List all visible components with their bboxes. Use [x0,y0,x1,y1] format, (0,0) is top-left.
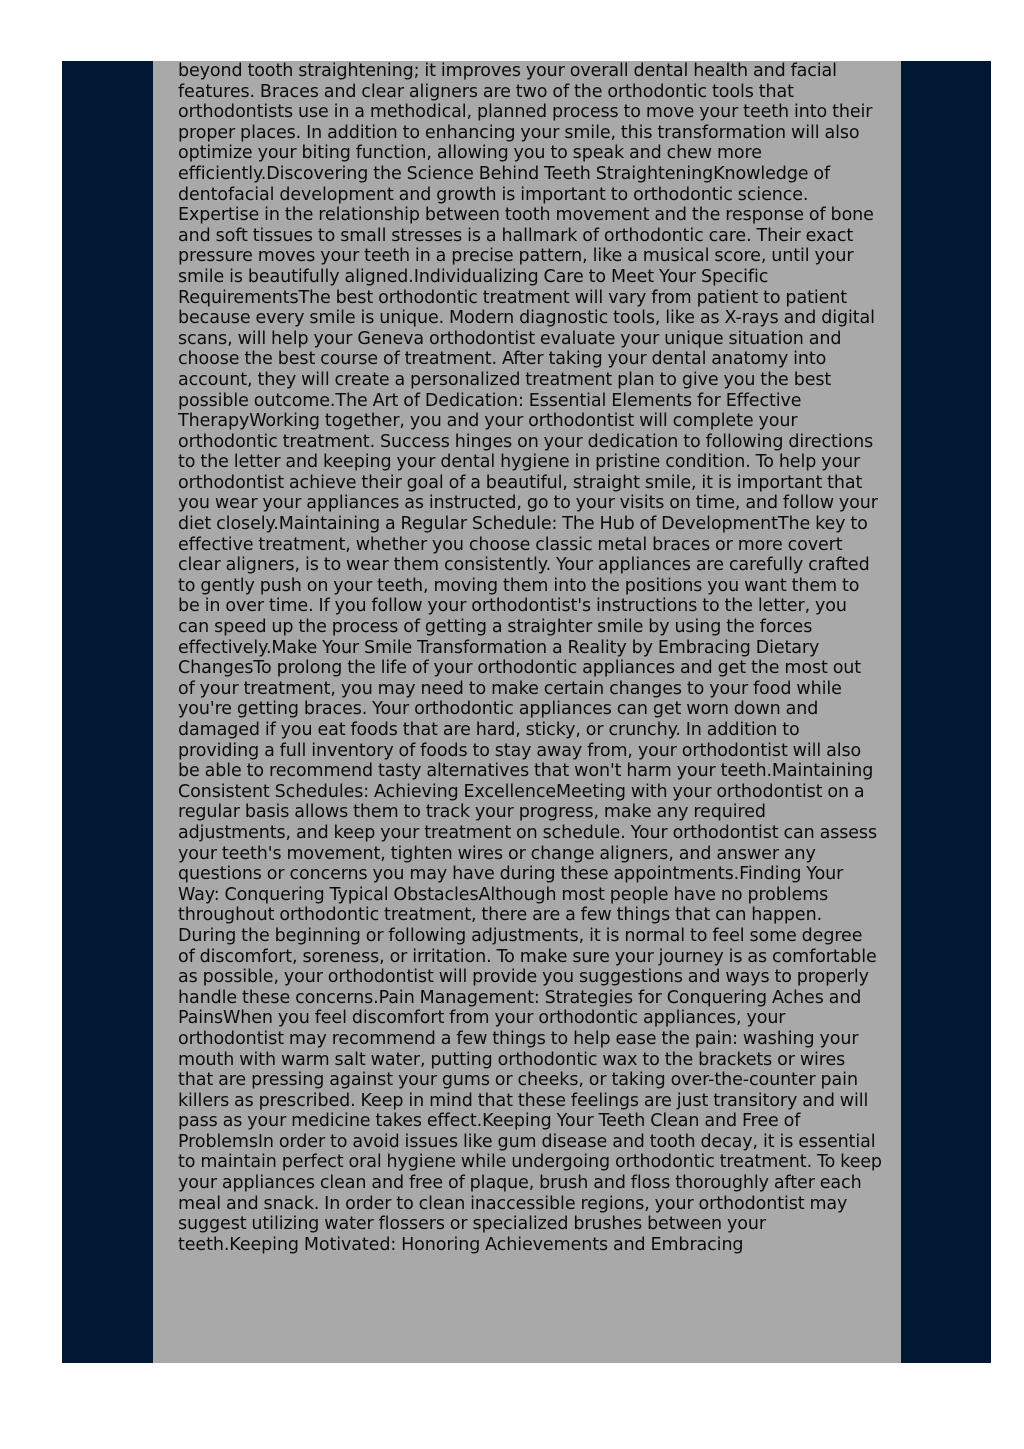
document-body-text: beyond tooth straightening; it improves your overall dental health and facial features. Braces and clear aligners are two of the orthodontic tools that orthodontists use in a methodical, planned process to move your teeth into their proper places. In addition to enhancing your smile, this transformation will also optimize your biting function, allowing you to speak and chew more efficiently.Discovering the Science Behind Teeth StraighteningKnowledge of dentofacial development and growth is important to orthodontic science. Expertise in the relationship between tooth movement and the response of bone and soft tissues to small stresses is a hallmark of orthodontic care. Their exact pressure moves your teeth in a precise pattern, like a musical score, until your smile is beautifully aligned.Individualizing Care to Meet Your Specific RequirementsThe best orthodontic treatment will vary from patient to patient because every smile is unique. Modern diagnostic tools, like as X-rays and digital scans, will help your Geneva orthodontist evaluate your unique situation and choose the best course of treatment. After taking your dental anatomy into account, they will create a personalized treatment plan to give you the best possible outcome.The Art of Dedication: Essential Elements for Effective TherapyWorking together, you and your orthodontist will complete your orthodontic treatment. Success hinges on your dedication to following directions to the letter and keeping your dental hygiene in pristine condition. To help your orthodontist achieve their goal of a beautiful, straight smile, it is important that you wear your appliances as instructed, go to your visits on time, and follow your diet closely.Maintaining a Regular Schedule: The Hub of DevelopmentThe key to effective treatment, whether you choose classic metal braces or more covert clear aligners, is to wear them consistently. Your appliances are carefully crafted to gently push on your teeth, moving them into the positions you want them to be in over time. If you follow your orthodontist's instructions to the letter, you can speed up the process of getting a straighter smile by using the forces effectively.Make Your Smile Transformation a Reality by Embracing Dietary ChangesTo prolong the life of your orthodontic appliances and get the most out of your treatment, you may need to make certain changes to your food while you're getting braces. Your orthodontic appliances can get worn down and damaged if you eat foods that are hard, sticky, or crunchy. In addition to providing a full inventory of foods to stay away from, your orthodontist will also be able to recommend tasty alternatives that won't harm your teeth.Maintaining Consistent Schedules: Achieving ExcellenceMeeting with your orthodontist on a regular basis allows them to track your progress, make any required adjustments, and keep your treatment on schedule. Your orthodontist can assess your teeth's movement, tighten wires or change aligners, and answer any questions or concerns you may have during these appointments.Finding Your Way: Conquering Typical ObstaclesAlthough most people have no problems throughout orthodontic treatment, there are a few things that can happen. During the beginning or following adjustments, it is normal to feel some degree of discomfort, soreness, or irritation. To make sure your journey is as comfortable as possible, your orthodontist will provide you suggestions and ways to properly handle these concerns.Pain Management: Strategies for Conquering Aches and PainsWhen you feel discomfort from your orthodontic appliances, your orthodontist may recommend a few things to help ease the pain: washing your mouth with warm salt water, putting orthodontic wax to the brackets or wires that are pressing against your gums or cheeks, or taking over-the-counter pain killers as prescribed. Keep in mind that these feelings are just transitory and will pass as your medicine takes effect.Keeping Your Teeth Clean and Free of ProblemsIn order to avoid issues like gum disease and tooth decay, it is essential to maintain perfect oral hygiene while undergoing orthodontic treatment. To keep your appliances clean and free of plaque, brush and floss thoroughly after each meal and snack. In order to clean inaccessible regions, your orthodontist may suggest utilizing water flossers or specialized brushes between your teeth.Keeping Motivated: Honoring Achievements and Embracing [178,61,882,1255]
content-panel [153,61,901,1363]
